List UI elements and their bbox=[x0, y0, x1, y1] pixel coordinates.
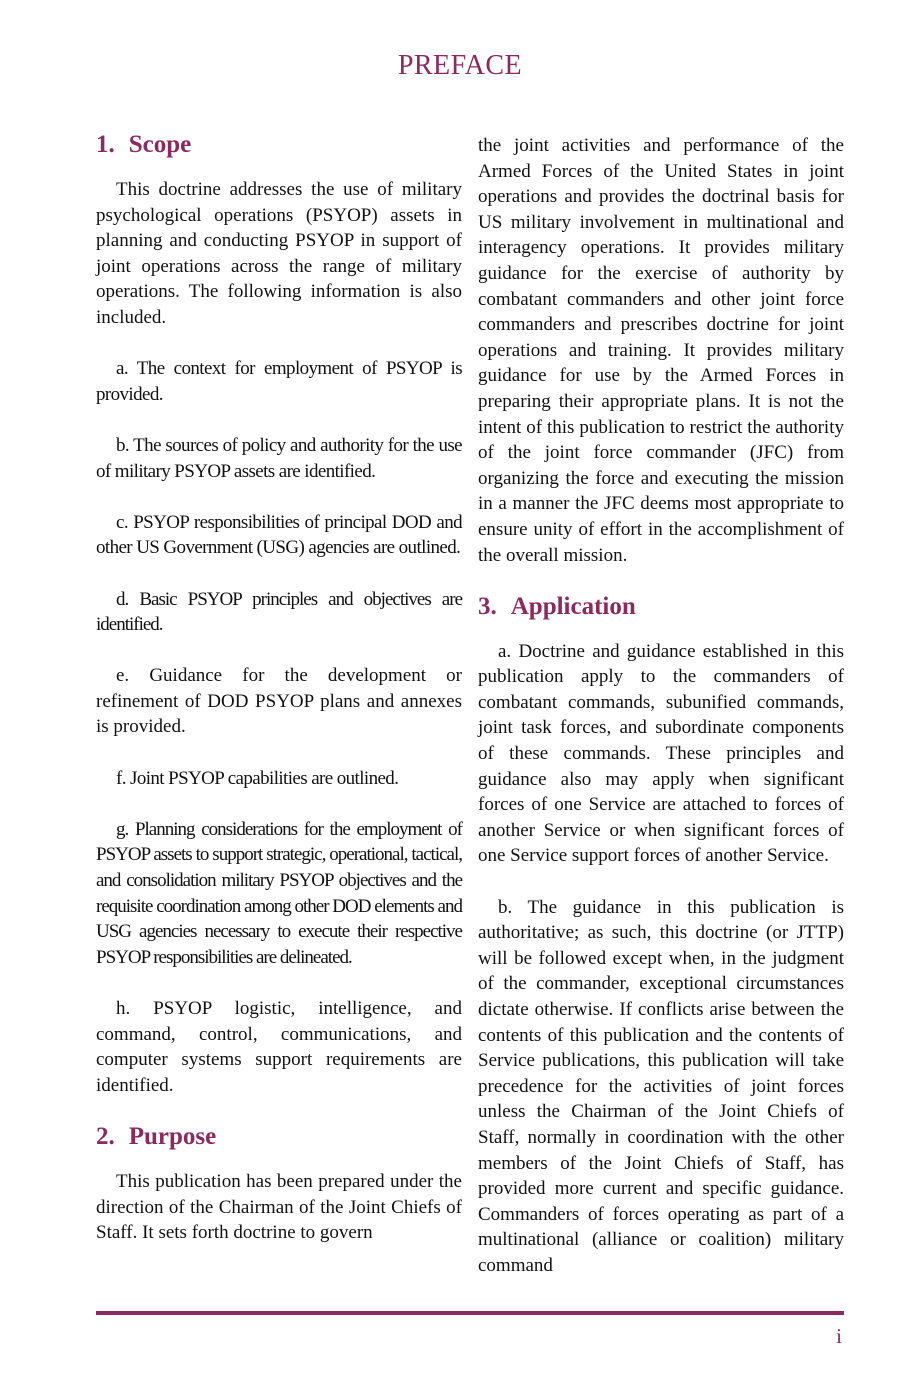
section-heading-scope bbox=[96, 132, 462, 157]
scope-intro-paragraph: This doctrine addresses the use of military psychological operations (PSYOP) assets in planning and conducting PSYOP in support of joint operations across the range of military operations. The following information is also included. bbox=[96, 179, 462, 328]
purpose-paragraph-start: This publication has been prepared under the direction of the Chairman of the Joint Chiefs of Staff. It sets forth doctrine to govern bbox=[96, 1170, 462, 1244]
section-title: Purpose bbox=[128, 1122, 217, 1150]
page-number: i bbox=[836, 1324, 842, 1348]
scope-item-g: g. Planning considerations for the employment of PSYOP assets to support strategic, operational, tactical, and consolidation military PSYOP objectives and the requisite coordination among other DOD elements and USG agencies necessary to execute their respective PSYOP responsibilities are delineated. bbox=[96, 818, 462, 968]
scope-item-d: d. Basic PSYOP principles and objectives are identified. bbox=[96, 588, 462, 636]
scope-item-h: h. PSYOP logistic, intelligence, and command, control, communications, and computer systems support requirements are identified. bbox=[96, 998, 462, 1096]
page-title: PREFACE bbox=[397, 50, 523, 81]
scope-item-e: e. Guidance for the development or refinement of DOD PSYOP plans and annexes is provided. bbox=[96, 665, 462, 738]
footer-rule bbox=[96, 1311, 844, 1315]
section-title: Application bbox=[510, 592, 636, 620]
section-number: 3. bbox=[478, 592, 497, 620]
left-column bbox=[96, 132, 462, 1271]
scope-item-f: f. Joint PSYOP capabilities are outlined. bbox=[116, 767, 399, 789]
scope-item-a: a. The context for employment of PSYOP is provided. bbox=[96, 358, 462, 405]
purpose-paragraph-continued: the joint activities and performance of the Armed Forces of the United States in joint operations and provides the doctrinal basis for US military involvement in multinational and interagency operations. It provides military guidance for the exercise of authority by combatant commanders and other joint force commanders and prescribes doctrine for joint operations and training. It provides military guidance for use by the Armed Forces in preparing their appropriate plans. It is not the intent of this publication to restrict the authority of the joint force commander (JFC) from organizing the force and executing the mission in a manner the JFC deems most appropriate to ensure unity of effort in the accomplishment of the overall mission. bbox=[478, 135, 844, 566]
section-number: 2. bbox=[96, 1122, 115, 1150]
section-heading-purpose bbox=[96, 1124, 462, 1149]
scope-item-b: b. The sources of policy and authority for the use of military PSYOP assets are identified. bbox=[96, 434, 462, 482]
section-heading-application bbox=[478, 594, 844, 619]
right-column bbox=[478, 133, 844, 1304]
application-item-a: a. Doctrine and guidance established in this publication apply to the commanders of combatant commands, subunified commands, joint task forces, and subordinate components of these commands. These principles and guidance also may apply when significant forces of one Service are attached to forces of another Service or when significant forces of one Service support forces of another Service. bbox=[478, 640, 844, 867]
application-item-b: b. The guidance in this publication is authoritative; as such, this doctrine (or JTTP) will be followed except when, in the judgment of the commander, exceptional circumstances dictate otherwise. If conflicts arise between the contents of this publication and the contents of Service publications, this publication will take precedence for the activities of joint forces unless the Chairman of the Joint Chiefs of Staff, normally in coordination with the other members of the Joint Chiefs of Staff, has provided more current and specific guidance. Commanders of forces operating as part of a multinational (alliance or coalition) military command bbox=[478, 896, 844, 1276]
section-title: Scope bbox=[128, 131, 192, 158]
scope-item-c: c. PSYOP responsibilities of principal DOD and other US Government (USG) agencies are outlined. bbox=[96, 511, 462, 559]
section-number: 1. bbox=[96, 131, 115, 158]
